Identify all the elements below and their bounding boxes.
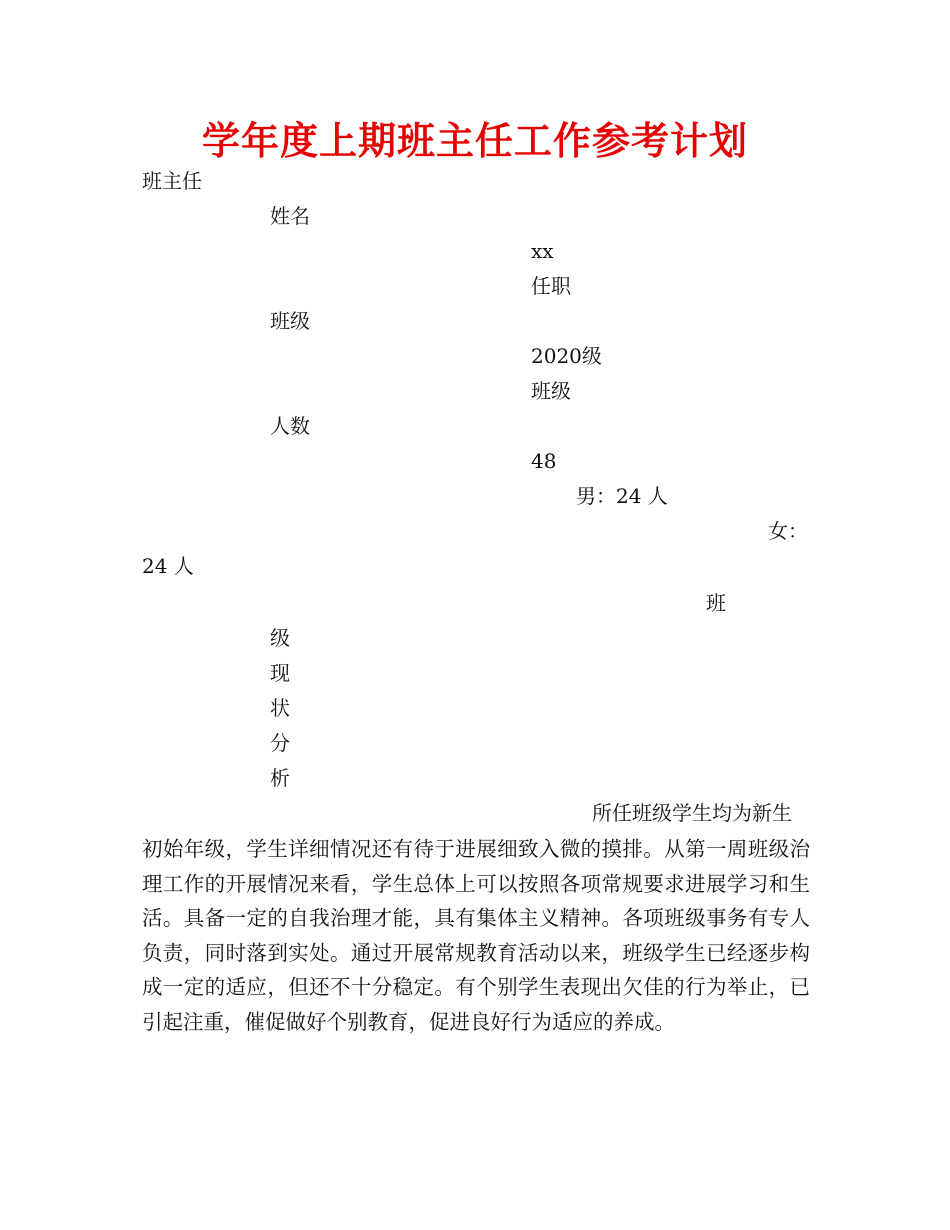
label-count: 人数 — [270, 414, 310, 438]
vertical-heading-char: 现 — [270, 661, 290, 685]
analysis-paragraph: 初始年级，学生详细情况还有待于进展细致入微的摸排。从第一周班级治理工作的开展情况来看，学生总体上可以按照各项常规要求进展学习和生活。具备一定的自我治理才能，具有集体主义精神。各项班级事务有专人负责，同时落到实处。通过开展常规教育活动以来，班级学生已经逐步构成一定的适应，但还不十分稳定。有个别学生表现出欠佳的行为举止，已引起注重，催促做好个别教育，促进良好行为适应的养成。 — [142, 837, 810, 1034]
vertical-heading-char: 班 — [706, 591, 726, 615]
value-female-count: 24 人 — [142, 554, 194, 578]
vertical-heading-char: 状 — [270, 696, 290, 720]
value-count: 48 — [531, 449, 557, 473]
value-class: 2020级 — [531, 344, 602, 368]
label-head-teacher: 班主任 — [142, 169, 202, 193]
analysis-first-line: 所任班级学生均为新生 — [592, 801, 792, 825]
value-female-label: 女： — [768, 519, 808, 543]
vertical-heading-char: 析 — [270, 766, 290, 790]
document-title: 学年度上期班主任工作参考计划 — [201, 119, 748, 163]
label-post: 任职 — [531, 274, 571, 298]
vertical-heading-char: 级 — [270, 626, 290, 650]
value-name: xx — [531, 239, 554, 263]
label-class-2: 班级 — [531, 379, 571, 403]
label-name: 姓名 — [270, 204, 310, 228]
label-class: 班级 — [270, 309, 310, 333]
vertical-heading-char: 分 — [270, 731, 290, 755]
value-male: 男：24 人 — [576, 484, 668, 508]
